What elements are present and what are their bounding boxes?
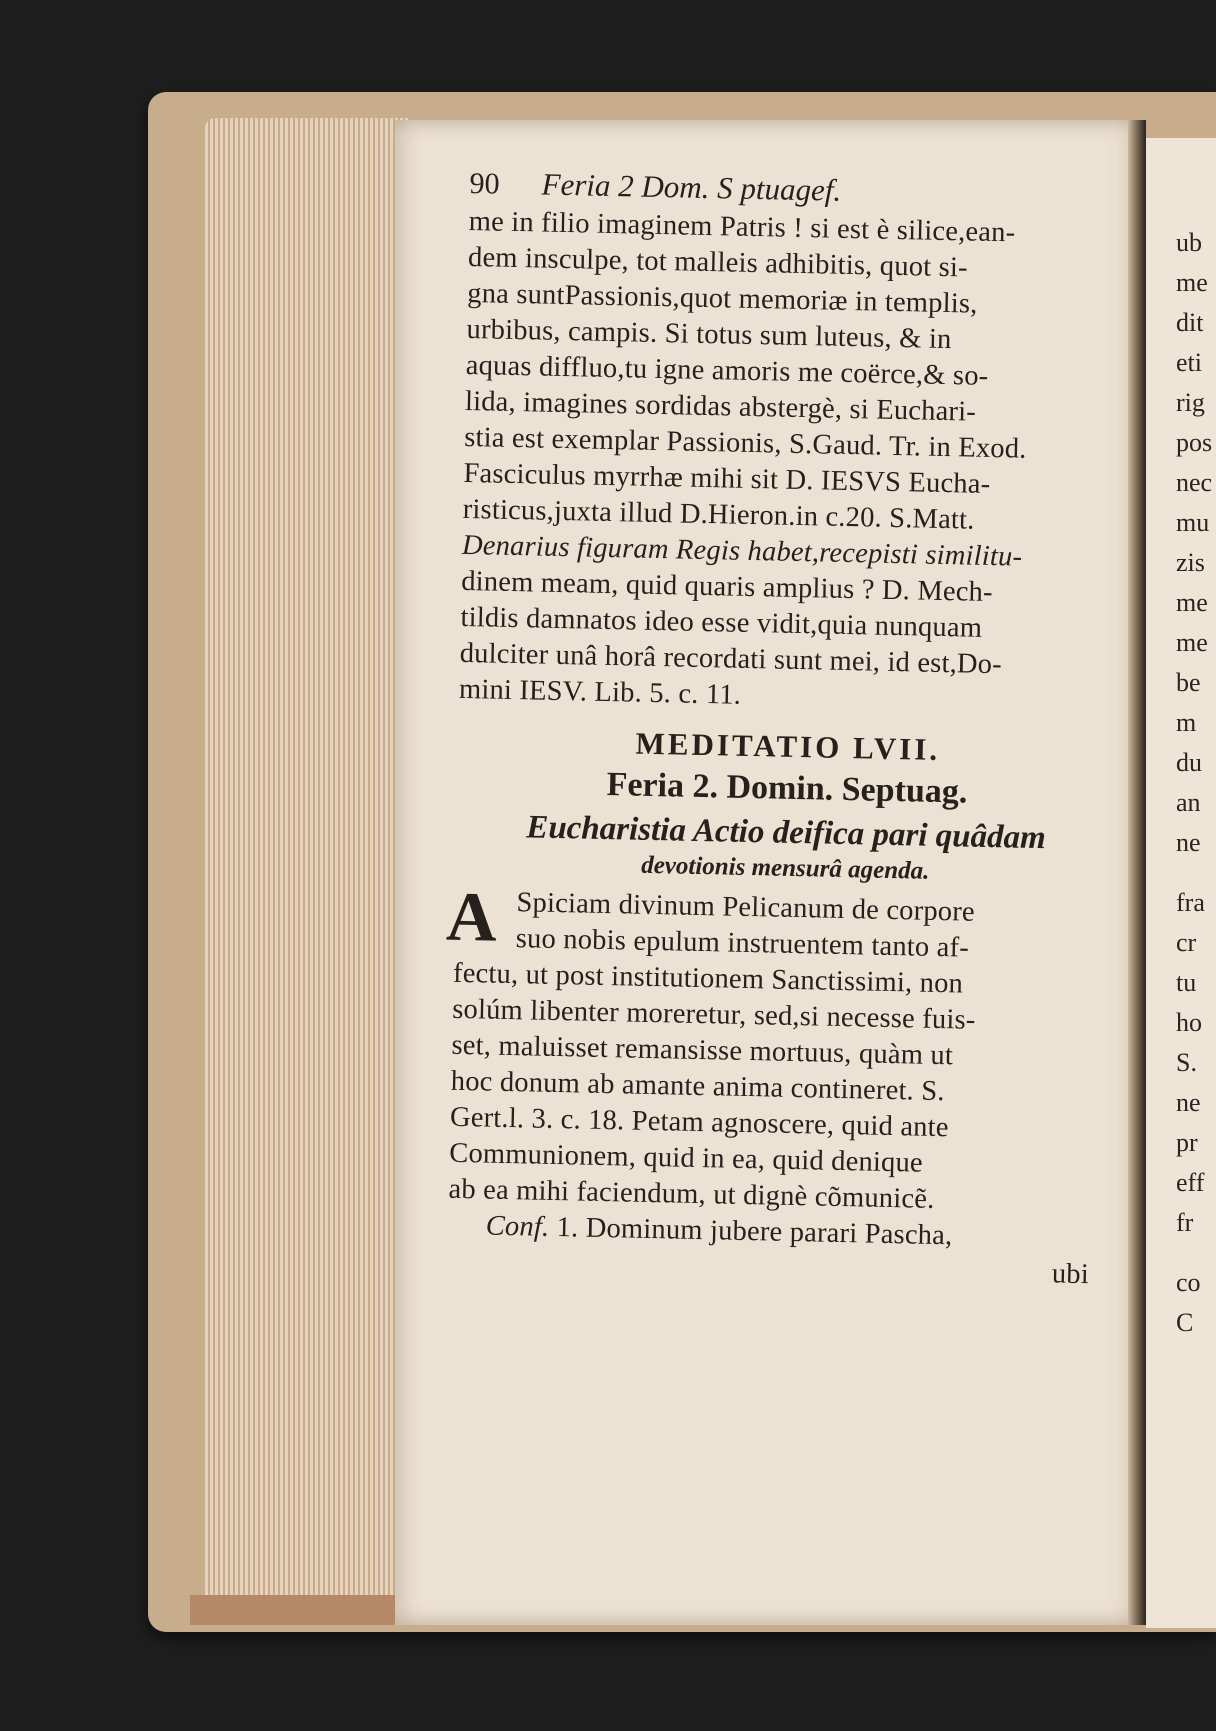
text-line: risticus,juxta illud D.Hieron.in c.20. S.Matt. [462, 493, 975, 536]
next-page-fragment: rig [1176, 388, 1205, 417]
text-line: aquas diffluo,tu igne amoris me coërce,& so- [465, 349, 989, 392]
text-line: dulciter unâ horâ recordati sunt mei, id est,Do- [459, 637, 1003, 681]
running-title: Feria 2 Dom. S ptuagef. [541, 166, 842, 208]
text-line: me in filio imaginem Patris ! si est è silice,ean- [468, 205, 1016, 249]
text-line: lida, imagines sordidas abstergè, si Euchari- [464, 385, 977, 428]
next-page-fragment: me [1176, 588, 1208, 617]
text-line: Gert.l. 3. c. 18. Petam agnoscere, quid ante [449, 1101, 949, 1144]
next-page-fragment: cr [1176, 928, 1197, 957]
text-line: Denarius figuram Regis habet,recepisti similitu- [461, 529, 1023, 573]
next-page-fragment: ub [1176, 228, 1202, 257]
page-edges [205, 118, 410, 1613]
text-line: tildis damnatos ideo esse vidit,quia nunquam [460, 601, 983, 644]
book-gutter [1128, 120, 1146, 1625]
next-page-fragment: du [1176, 748, 1202, 777]
next-page-fragment: ne [1176, 828, 1201, 857]
text-line: set, maluisset remansisse mortuus, quàm ut [451, 1029, 954, 1072]
next-page-fragment: co [1176, 1268, 1201, 1297]
next-page-fragment: S. [1176, 1048, 1197, 1077]
text-line: mini IESV. Lib. 5. c. 11. [458, 673, 742, 711]
next-page-fragment: ho [1176, 1008, 1202, 1037]
body-text [459, 204, 1129, 722]
page-number: 90 [469, 166, 500, 201]
next-page-fragment: be [1176, 668, 1201, 697]
day-heading: Feria 2. Domin. Septuag. [606, 766, 968, 811]
text-line: Fasciculus myrrhæ mihi sit D. IESVS Eucha- [463, 457, 991, 500]
consideration-label: Conf. [485, 1210, 550, 1243]
right-page-edge [1146, 138, 1216, 1628]
next-page-fragment: pr [1176, 1128, 1198, 1157]
next-page-fragment: me [1176, 628, 1208, 657]
subtitle-line-2: devotionis mensurâ agenda. [640, 851, 930, 885]
meditation-paragraph [445, 878, 1115, 1222]
text-line: hoc donum ab amante anima contineret. S. [450, 1065, 945, 1108]
text-line: fectu, ut post institutionem Sanctissimi, non [452, 957, 964, 1000]
next-page-fragment: C [1176, 1308, 1194, 1337]
drop-cap: A [445, 878, 498, 957]
next-page-fragment: dit [1176, 308, 1204, 337]
text-line: urbibus, campis. Si totus sum luteus, & in [466, 313, 952, 356]
text-line: stia est exemplar Passionis, S.Gaud. Tr. in Exod. [463, 421, 1027, 465]
next-page-fragment: tu [1176, 968, 1197, 997]
text-line: gna suntPassionis,quot memoriæ in templis, [466, 277, 978, 320]
next-page-fragment: eti [1176, 348, 1202, 377]
text-line: dinem meam, quid quaris amplius ? D. Mech- [460, 565, 994, 609]
next-page-fragment: mu [1176, 508, 1210, 537]
text-line: Spiciam divinum Pelicanum de corpore [516, 887, 976, 928]
next-page-fragment: eff [1176, 1168, 1205, 1197]
meditation-heading: MEDITATIO LVII. [635, 725, 941, 767]
next-page-fragment: me [1176, 268, 1208, 297]
next-page-fragment: m [1176, 708, 1197, 737]
next-page-fragment: an [1176, 788, 1201, 817]
text-line: ab ea mihi faciendum, ut dignè cõmunicẽ. [448, 1173, 935, 1215]
text-line: solúm libenter moreretur, sed,si necesse fuis- [451, 993, 976, 1036]
catchword: ubi [1051, 1258, 1090, 1291]
text-line: suo nobis epulum instruentem tanto af- [515, 923, 970, 964]
next-page-fragment: pos [1176, 428, 1213, 457]
next-page-fragment: fra [1176, 888, 1205, 917]
subtitle-line-1: Eucharistia Actio deifica pari quâdam [526, 809, 1047, 857]
next-page-fragment: fr [1176, 1208, 1194, 1237]
next-page-fragment: zis [1176, 548, 1205, 577]
next-page-fragment: nec [1176, 468, 1213, 497]
text-line: dem insculpe, tot malleis adhibitis, quot si- [467, 241, 969, 284]
consideration-text: 1. Dominum jubere parari Pascha, [556, 1212, 953, 1252]
page-text [447, 165, 1130, 1294]
next-page-fragment: ne [1176, 1088, 1201, 1117]
text-line: Communionem, quid in ea, quid denique [448, 1137, 924, 1179]
